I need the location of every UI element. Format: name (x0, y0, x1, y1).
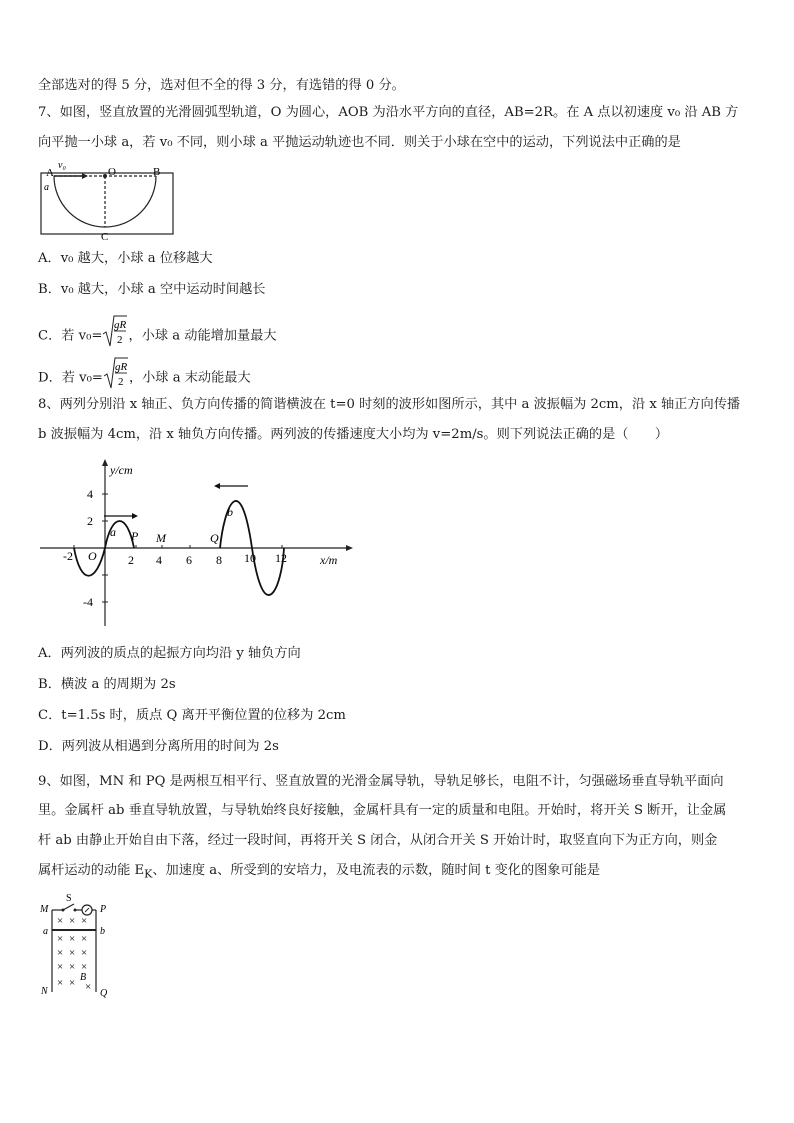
q7-option-d: D．若 v₀= gR 2 ，小球 a 末动能最大 (38, 358, 756, 398)
svg-text:y/cm: y/cm (110, 463, 133, 477)
sqrt-formula-c (102, 314, 128, 348)
svg-text:×: × (69, 947, 76, 959)
q8-stem-line1: 8、两列分别沿 x 轴正、负方向传播的简谐横波在 t=0 时刻的波形如图所示，其中 a 波振幅为 2cm，沿 x 轴正方向传播 (38, 397, 741, 412)
svg-text:x/m: x/m (320, 553, 338, 567)
svg-text:gR: gR (114, 319, 127, 331)
svg-text:6: 6 (186, 553, 192, 567)
svg-text:a: a (44, 182, 49, 193)
q7-option-a: A．v₀ 越大，小球 a 位移越大 (38, 251, 213, 266)
q8-option-b: B．横波 a 的周期为 2s (38, 677, 176, 692)
q7-option-c: C．若 v₀= gR 2 ，小球 a 动能增加量最大 (38, 316, 756, 356)
svg-text:×: × (69, 915, 76, 927)
svg-text:10: 10 (244, 551, 256, 565)
svg-text:-4: -4 (83, 595, 93, 609)
svg-text:2: 2 (117, 334, 123, 346)
svg-text:×: × (57, 915, 64, 927)
svg-text:M: M (40, 904, 49, 915)
svg-text:×: × (81, 933, 88, 945)
q8-option-a: A．两列波的质点的起振方向均沿 y 轴负方向 (38, 646, 301, 661)
svg-text:N: N (41, 986, 48, 997)
svg-text:×: × (85, 981, 92, 993)
q8-option-c: C．t=1.5s 时，质点 Q 离开平衡位置的位移为 2cm (38, 708, 346, 723)
q7-stem-line2: 向平抛一小球 a，若 v₀ 不同，则小球 a 平抛运动轨迹也不同．则关于小球在空中的运动，下列说法中正确的是 (38, 135, 681, 150)
svg-text:×: × (81, 961, 88, 973)
svg-text:×: × (81, 915, 88, 927)
magnetic-field-marks (57, 915, 91, 993)
svg-text:S: S (66, 893, 72, 904)
svg-text:2: 2 (87, 514, 93, 528)
q9-stem-line2: 里。金属杆 ab 垂直导轨放置，与导轨始终良好接触，金属杆具有一定的质量和电阻。开始时，将开关 S 断开，让金属 (38, 803, 727, 818)
svg-text:v₀: v₀ (58, 160, 66, 171)
svg-text:b: b (227, 505, 233, 519)
svg-text:×: × (57, 947, 64, 959)
svg-text:×: × (57, 933, 64, 945)
sqrt-formula-d (103, 356, 129, 390)
svg-text:×: × (81, 947, 88, 959)
svg-text:b: b (100, 926, 105, 937)
q7-figure (38, 156, 178, 242)
q9-stem-line1: 9、如图，MN 和 PQ 是两根互相平行、竖直放置的光滑金属导轨，导轨足够长，电阻不计，匀强磁场垂直导轨平面向 (38, 774, 724, 789)
svg-text:C: C (101, 231, 109, 242)
q8-stem-line2: b 波振幅为 4cm，沿 x 轴负方向传播。两列波的传播速度大小均为 v=2m/s。则下列说法正确的是（ ） (38, 427, 669, 442)
svg-text:2: 2 (128, 553, 134, 567)
svg-text:×: × (69, 977, 76, 989)
svg-text:12: 12 (275, 551, 287, 565)
svg-text:Q: Q (100, 988, 108, 999)
q8-option-d: D．两列波从相遇到分离所用的时间为 2s (38, 739, 279, 754)
svg-text:B: B (153, 166, 161, 178)
svg-text:Q: Q (210, 531, 219, 545)
q7-stem-line1: 7、如图，竖直放置的光滑圆弧型轨道，O 为圆心，AOB 为沿水平方向的直径，AB=2R。在 A 点以初速度 v₀ 沿 AB 方 (38, 105, 739, 120)
svg-text:O: O (108, 166, 116, 178)
q9-stem-line3: 杆 ab 由静止开始自由下落，经过一段时间，再将开关 S 闭合，从闭合开关 S 开始计时，取竖直向下为正方向，则金 (38, 833, 718, 848)
svg-text:2: 2 (117, 376, 124, 388)
svg-text:B: B (80, 972, 87, 983)
svg-text:×: × (69, 933, 76, 945)
svg-text:a: a (110, 525, 116, 539)
q9-stem-line4: 属杆运动的动能 $E_K$、加速度 a、所受到的安培力，及电流表的示数，随时间 t 变化的图象可能是 (38, 863, 601, 881)
svg-text:×: × (69, 961, 76, 973)
svg-text:-2: -2 (63, 549, 73, 563)
svg-text:M: M (156, 531, 166, 545)
svg-text:×: × (57, 961, 64, 973)
q7-option-b: B．v₀ 越大，小球 a 空中运动时间越长 (38, 282, 266, 297)
svg-text:A: A (46, 167, 54, 179)
q8-wave-figure (38, 456, 358, 632)
svg-text:P: P (100, 904, 107, 915)
svg-text:8: 8 (216, 553, 222, 567)
svg-text:4: 4 (156, 553, 162, 567)
scoring-note: 全部选对的得 5 分，选对但不全的得 3 分，有选错的得 0 分。 (38, 78, 405, 93)
svg-text:O: O (88, 549, 97, 563)
svg-text:a: a (43, 926, 48, 937)
svg-text:×: × (57, 977, 64, 989)
svg-text:P: P (131, 529, 139, 543)
svg-text:4: 4 (87, 487, 93, 501)
q9-circuit-figure (38, 890, 118, 1002)
svg-text:gR: gR (114, 361, 128, 373)
